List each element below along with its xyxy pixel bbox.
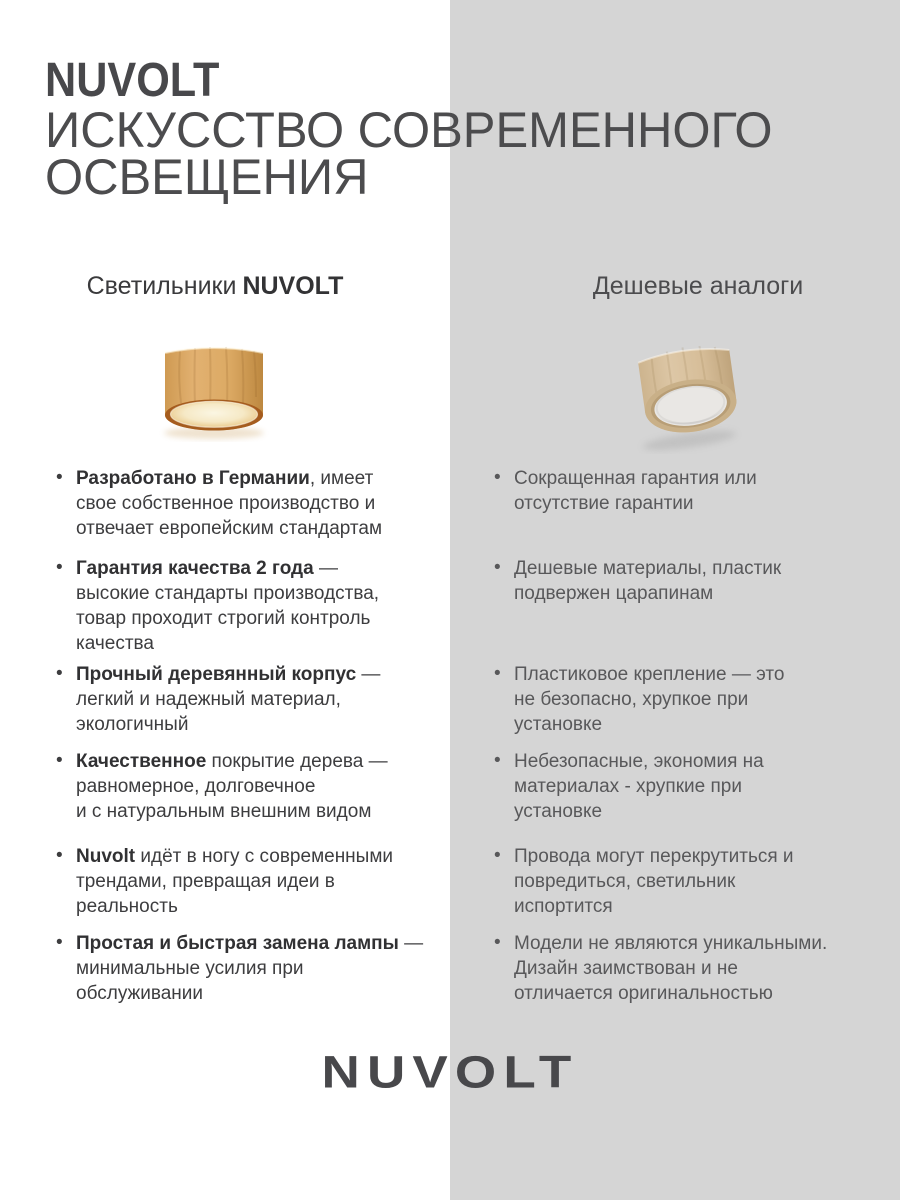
right-column-header: Дешевые аналоги — [592, 272, 804, 300]
list-item-line — [76, 466, 445, 491]
list-item-line — [514, 581, 878, 606]
list-item-line — [76, 516, 445, 541]
list-item-line — [514, 466, 878, 491]
list-item-line — [76, 631, 445, 656]
item-text: Сокращенная гарантия или — [514, 468, 757, 489]
item-text: отличается оригинальностью — [514, 983, 773, 1004]
brand-header — [45, 54, 787, 205]
list-item-line — [76, 931, 445, 956]
item-text: и с натуральным внешним видом — [76, 801, 372, 822]
list-item-line — [514, 749, 878, 774]
item-text: Модели не являются уникальными. — [514, 933, 828, 954]
list-item-line — [514, 981, 878, 1006]
item-bold-text: Nuvolt — [76, 846, 136, 867]
lit-lamp-drawing — [164, 347, 264, 439]
item-text: равномерное, долговечное — [76, 776, 316, 797]
list-item-line — [514, 931, 878, 956]
list-item-line — [76, 581, 445, 606]
list-item-line — [76, 799, 445, 824]
list-item-line — [76, 894, 445, 919]
list-item — [55, 466, 445, 556]
nuvolt-lamp-image — [150, 336, 278, 442]
list-item — [55, 662, 445, 749]
item-text: реальность — [76, 896, 178, 917]
list-item-line — [514, 869, 878, 894]
tagline-line-2: ОСВЕЩЕНИЯ — [45, 149, 369, 205]
item-bold-text: Качественное — [76, 751, 207, 772]
item-text: экологичный — [76, 714, 189, 735]
item-bold-text: Прочный деревянный корпус — [76, 664, 357, 685]
footer-logo: NUVOLT — [321, 1046, 579, 1098]
item-text: трендами, превращая идеи в — [76, 871, 335, 892]
item-text: Небезопасные, экономия на — [514, 751, 764, 772]
brand-name: NUVOLT — [45, 54, 220, 107]
item-text: легкий и надежный материал, — [76, 689, 341, 710]
list-item — [493, 844, 878, 931]
item-text: обслуживании — [76, 983, 204, 1004]
item-bold-text: Разработано в Германии — [76, 468, 310, 489]
item-text: покрытие дерева — — [206, 751, 388, 772]
list-item-line — [76, 662, 445, 687]
list-item — [55, 749, 445, 844]
tagline-line-1: ИСКУССТВО СОВРЕМЕННОГО — [45, 102, 773, 158]
list-item — [493, 662, 878, 749]
left-column-header — [0, 272, 430, 301]
list-item-line — [514, 687, 878, 712]
item-text: установке — [514, 801, 603, 822]
list-item-line — [76, 606, 445, 631]
list-item — [493, 931, 878, 1006]
list-item — [493, 749, 878, 844]
analog-drawbacks-list — [493, 466, 878, 1006]
left-column-header-text: Светильники — [86, 272, 237, 300]
list-item-line — [514, 712, 878, 737]
list-item-line — [514, 799, 878, 824]
list-item-line — [514, 556, 878, 581]
list-item-line — [76, 956, 445, 981]
item-text: подвержен царапинам — [514, 583, 714, 604]
item-text: качества — [76, 633, 154, 654]
item-text: — — [313, 558, 338, 579]
list-item-line — [76, 556, 445, 581]
item-text: не безопасно, хрупкое при — [514, 689, 749, 710]
item-text: минимальные усилия при — [76, 958, 304, 979]
item-text: идёт в ногу с современными — [135, 846, 394, 867]
item-bold-text: Простая и быстрая замена лампы — [76, 933, 399, 954]
left-column-header-brand: NUVOLT — [242, 272, 344, 300]
list-item-line — [514, 662, 878, 687]
item-text: отсутствие гарантии — [514, 493, 694, 514]
list-item-line — [76, 749, 445, 774]
item-text: Провода могут перекрутиться и — [514, 846, 794, 867]
list-item-line — [76, 712, 445, 737]
item-bold-text: Гарантия качества 2 года — [76, 558, 314, 579]
list-item-line — [514, 844, 878, 869]
item-text: высокие стандарты производства, — [76, 583, 380, 604]
item-text: Дешевые материалы, пластик — [514, 558, 782, 579]
list-item — [55, 844, 445, 931]
list-item — [493, 466, 878, 556]
analog-lamp-image — [631, 332, 747, 454]
unlit-lamp-drawing — [631, 341, 742, 454]
item-text: товар проходит строгий контроль — [76, 608, 371, 629]
item-text: свое собственное производство и — [76, 493, 376, 514]
list-item — [55, 556, 445, 662]
item-text: повредиться, светильник — [514, 871, 736, 892]
list-item-line — [76, 774, 445, 799]
list-item-line — [514, 774, 878, 799]
list-item-line — [514, 956, 878, 981]
list-item — [55, 931, 445, 1006]
list-item-line — [514, 491, 878, 516]
item-text: Дизайн заимствован и не — [514, 958, 738, 979]
item-text: — — [398, 933, 424, 954]
item-text: , имеет — [309, 468, 374, 489]
item-text: Пластиковое крепление — это — [514, 664, 785, 685]
item-text: материалах - хрупкие при — [514, 776, 742, 797]
item-text: испортится — [514, 896, 613, 917]
nuvolt-benefits-list — [55, 466, 445, 1006]
item-text: — — [356, 664, 381, 685]
list-item-line — [514, 894, 878, 919]
list-item-line — [76, 869, 445, 894]
list-item-line — [76, 981, 445, 1006]
list-item-line — [76, 491, 445, 516]
list-item — [493, 556, 878, 662]
list-item-line — [76, 687, 445, 712]
item-text: отвечает европейским стандартам — [76, 518, 383, 539]
list-item-line — [76, 844, 445, 869]
item-text: установке — [514, 714, 603, 735]
